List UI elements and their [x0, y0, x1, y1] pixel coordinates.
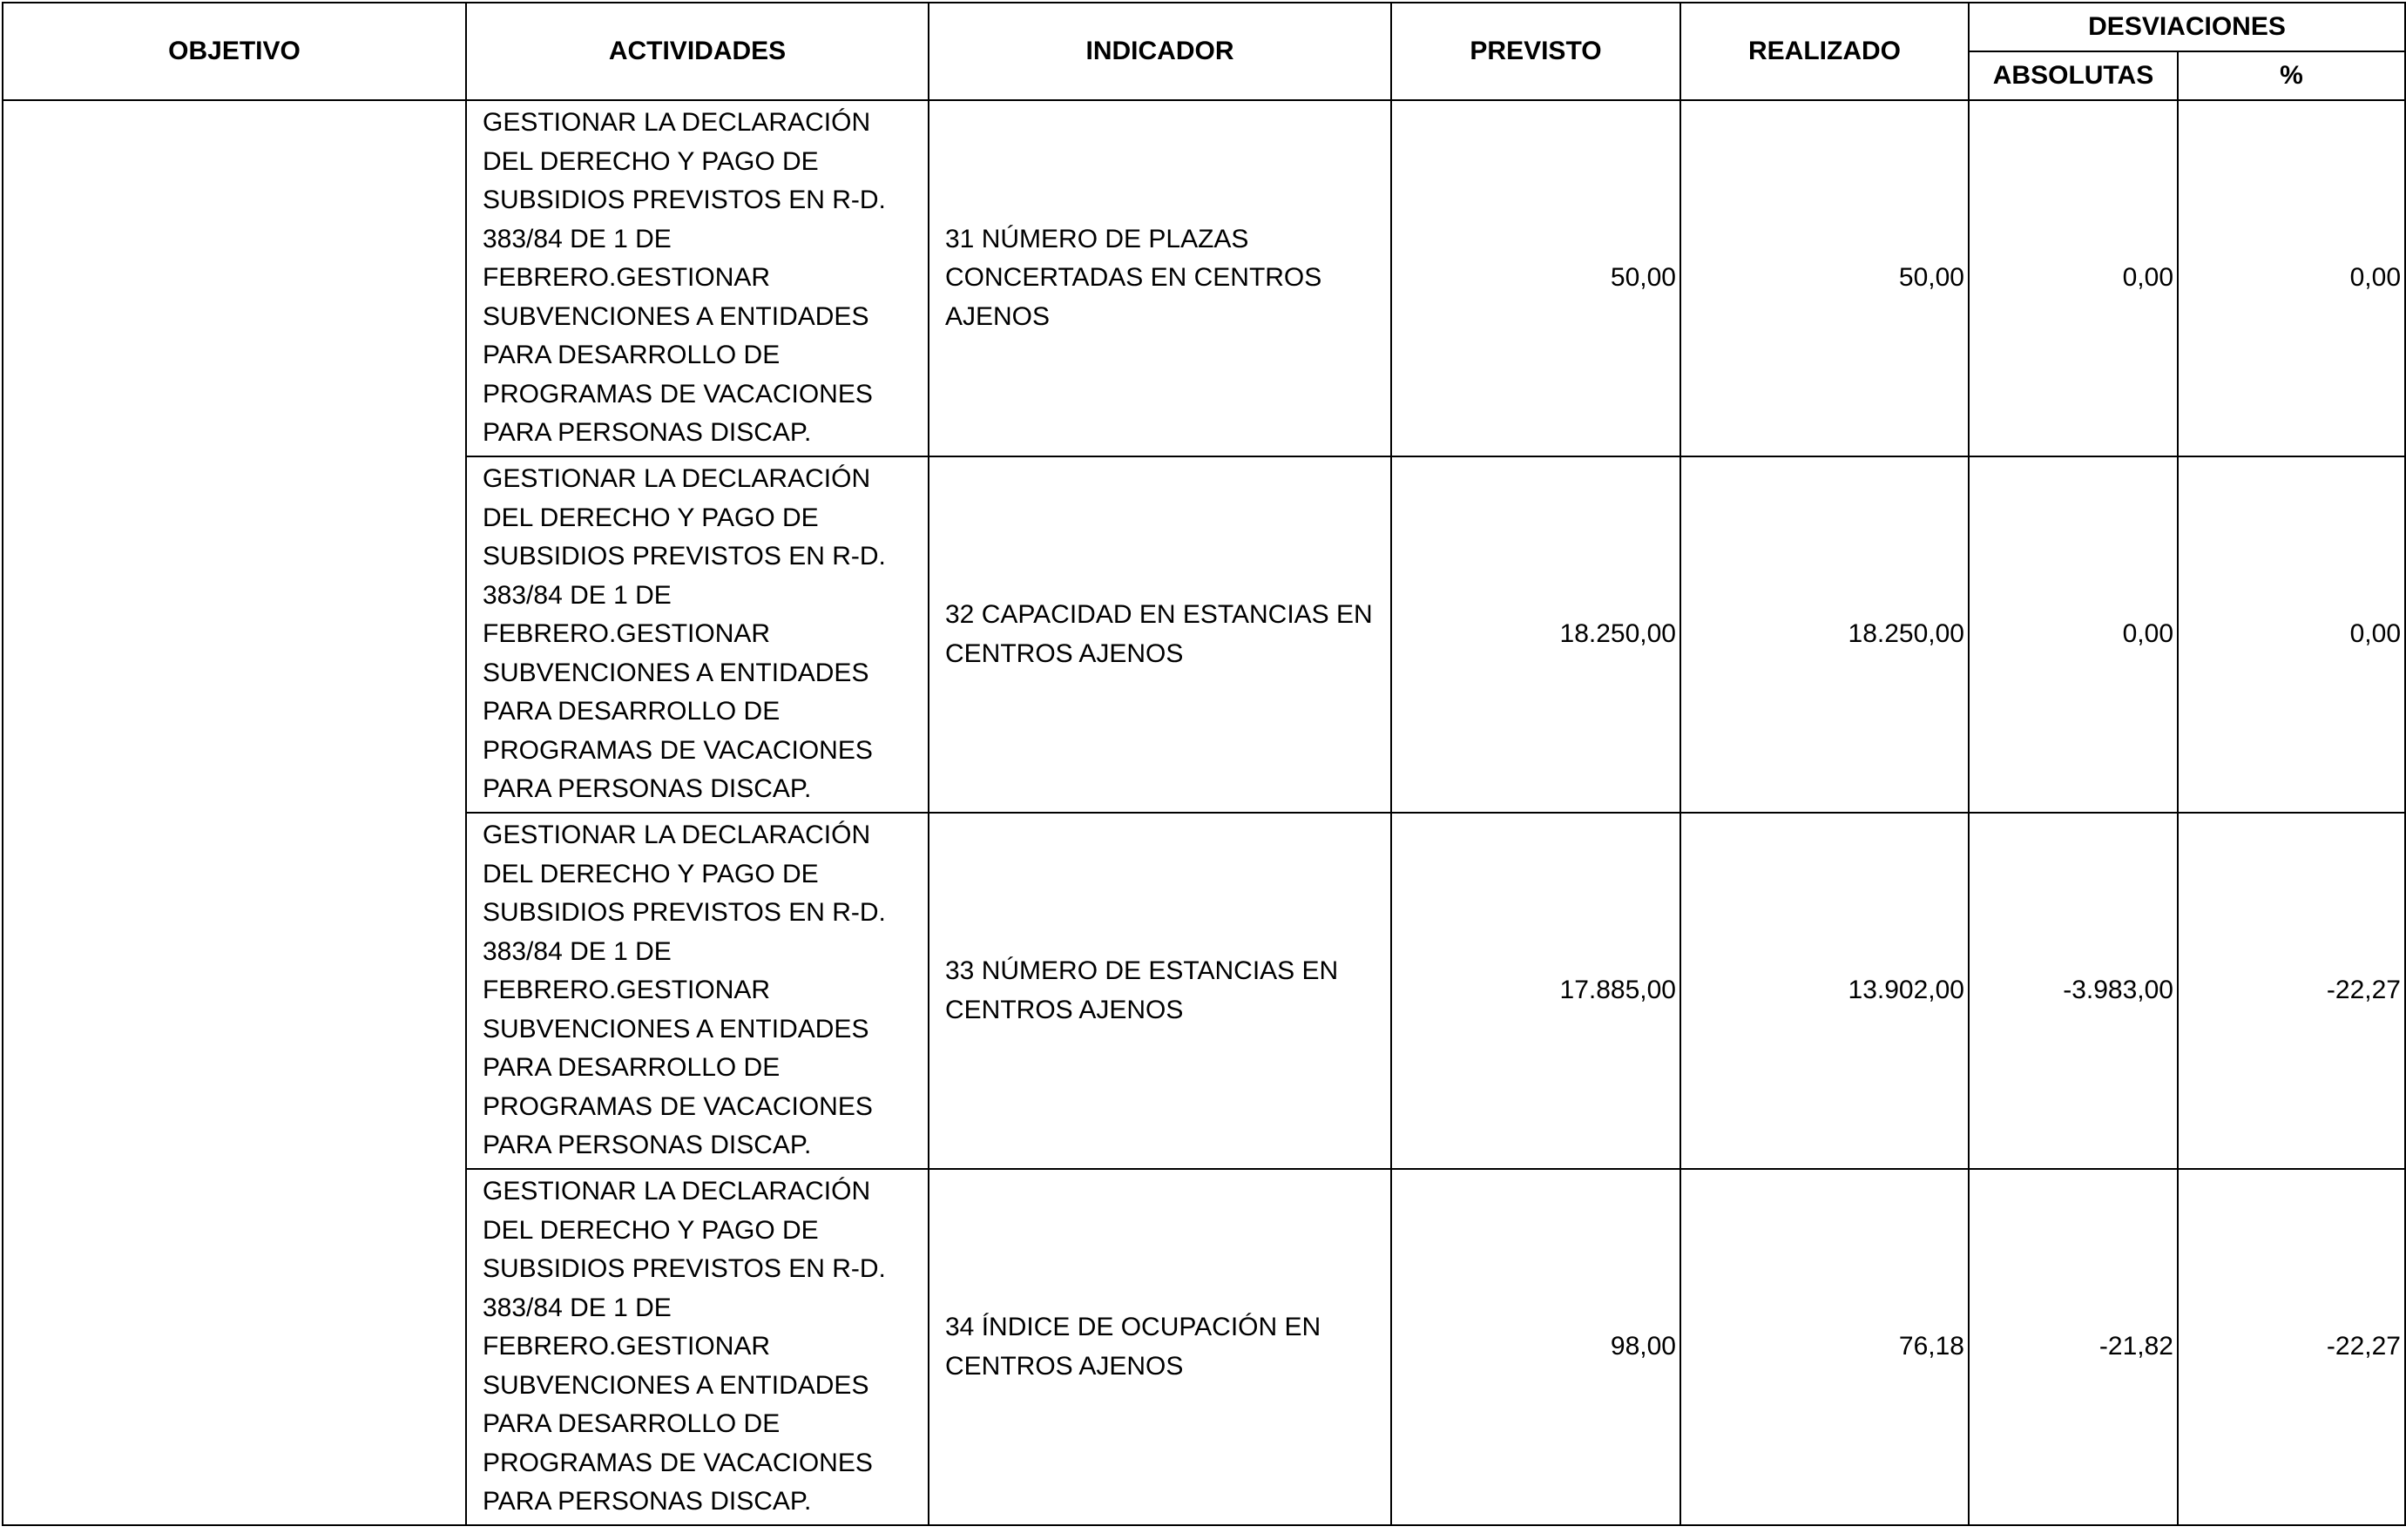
objective-cell	[3, 100, 466, 1525]
porcentaje-cell: 0,00	[2178, 100, 2405, 456]
porcentaje-cell: 0,00	[2178, 456, 2405, 813]
header-row	[3, 3, 2405, 51]
absolutas-cell: 0,00	[1969, 100, 2178, 456]
realizado-cell: 76,18	[1680, 1169, 1969, 1525]
header-desviaciones: DESVIACIONES	[1969, 3, 2405, 51]
porcentaje-cell: -22,27	[2178, 1169, 2405, 1525]
activity-cell: GESTIONAR LA DECLARACIÓN DEL DERECHO Y PAGO DE SUBSIDIOS PREVISTOS EN R-D. 383/84 DE 1 DE FEBRERO.GESTIONAR SUBVENCIONES A ENTIDADES PARA DESARROLLO DE PROGRAMAS DE VACACIONES PARA PERSONAS DISCAP.	[466, 1169, 929, 1525]
indicator-cell: 31 NÚMERO DE PLAZAS CONCERTADAS EN CENTROS AJENOS	[929, 100, 1391, 456]
previsto-cell: 17.885,00	[1391, 813, 1680, 1169]
absolutas-cell: -3.983,00	[1969, 813, 2178, 1169]
header-previsto: PREVISTO	[1391, 3, 1680, 100]
indicator-cell: 32 CAPACIDAD EN ESTANCIAS EN CENTROS AJENOS	[929, 456, 1391, 813]
header-indicador: INDICADOR	[929, 3, 1391, 100]
absolutas-cell: -21,82	[1969, 1169, 2178, 1525]
activity-cell: GESTIONAR LA DECLARACIÓN DEL DERECHO Y PAGO DE SUBSIDIOS PREVISTOS EN R-D. 383/84 DE 1 DE FEBRERO.GESTIONAR SUBVENCIONES A ENTIDADES PARA DESARROLLO DE PROGRAMAS DE VACACIONES PARA PERSONAS DISCAP.	[466, 456, 929, 813]
porcentaje-cell: -22,27	[2178, 813, 2405, 1169]
activity-cell: GESTIONAR LA DECLARACIÓN DEL DERECHO Y PAGO DE SUBSIDIOS PREVISTOS EN R-D. 383/84 DE 1 DE FEBRERO.GESTIONAR SUBVENCIONES A ENTIDADES PARA DESARROLLO DE PROGRAMAS DE VACACIONES PARA PERSONAS DISCAP.	[466, 100, 929, 456]
realizado-cell: 50,00	[1680, 100, 1969, 456]
realizado-cell: 13.902,00	[1680, 813, 1969, 1169]
header-absolutas: ABSOLUTAS	[1969, 51, 2178, 100]
table-row	[3, 100, 2405, 456]
previsto-cell: 98,00	[1391, 1169, 1680, 1525]
header-porcentaje: %	[2178, 51, 2405, 100]
activity-cell: GESTIONAR LA DECLARACIÓN DEL DERECHO Y PAGO DE SUBSIDIOS PREVISTOS EN R-D. 383/84 DE 1 DE FEBRERO.GESTIONAR SUBVENCIONES A ENTIDADES PARA DESARROLLO DE PROGRAMAS DE VACACIONES PARA PERSONAS DISCAP.	[466, 813, 929, 1169]
previsto-cell: 18.250,00	[1391, 456, 1680, 813]
previsto-cell: 50,00	[1391, 100, 1680, 456]
indicators-table	[2, 2, 2406, 1526]
indicator-cell: 34 ÍNDICE DE OCUPACIÓN EN CENTROS AJENOS	[929, 1169, 1391, 1525]
realizado-cell: 18.250,00	[1680, 456, 1969, 813]
header-actividades: ACTIVIDADES	[466, 3, 929, 100]
header-realizado: REALIZADO	[1680, 3, 1969, 100]
indicator-cell: 33 NÚMERO DE ESTANCIAS EN CENTROS AJENOS	[929, 813, 1391, 1169]
absolutas-cell: 0,00	[1969, 456, 2178, 813]
header-objetivo: OBJETIVO	[3, 3, 466, 100]
